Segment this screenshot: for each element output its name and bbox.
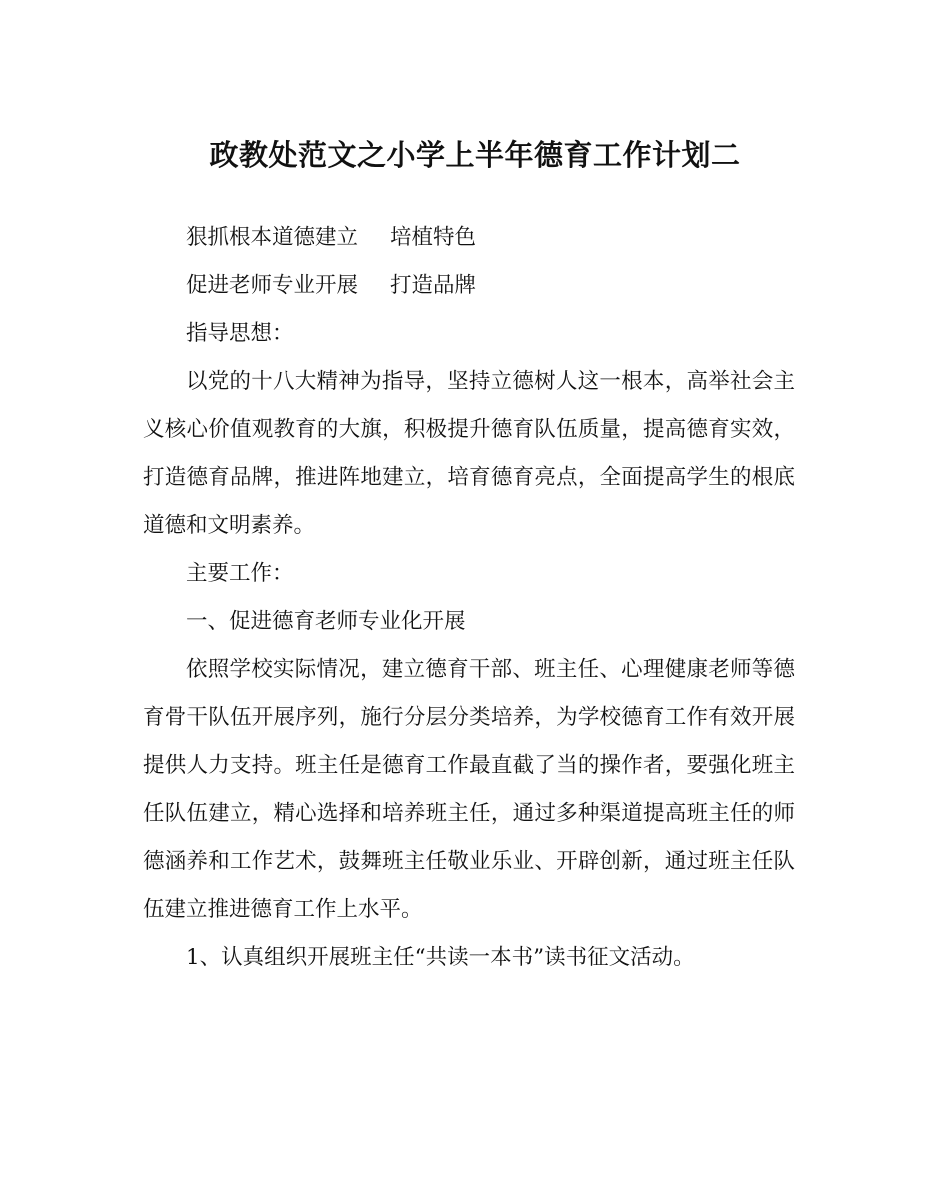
- document-body: [143, 214, 795, 982]
- section-one-line-5: 德涵养和工作艺术，鼓舞班主任敬业乐业、开辟创新，通过班主任队: [143, 849, 795, 874]
- section-one-line-1: 依照学校实际情况，建立德育干部、班主任、心理健康老师等德: [186, 657, 795, 682]
- motto-2-left: 促进老师专业开展: [186, 273, 359, 298]
- guiding-paragraph-line-3: 打造德育品牌，推进阵地建立，培育德育亮点，全面提高学生的根底: [143, 465, 795, 490]
- item-one: 1、认真组织开展班主任“共读一本书”读书征文活动。: [186, 945, 695, 970]
- motto-line-2: [143, 262, 795, 310]
- section-one-line-2: 育骨干队伍开展序列，施行分层分类培养，为学校德育工作有效开展: [143, 705, 795, 730]
- section-one-line-6: 伍建立推进德育工作上水平。: [143, 897, 423, 922]
- section-one-line-4: 任队伍建立，精心选择和培养班主任，通过多种渠道提高班主任的师: [143, 801, 795, 826]
- motto-1-left: 狠抓根本道德建立: [186, 225, 359, 250]
- document-title: 政教处范文之小学上半年德育工作计划二: [209, 138, 741, 172]
- motto-1-right: 培植特色: [390, 225, 477, 250]
- guiding-paragraph-line-2: 义核心价值观教育的大旗，积极提升德育队伍质量，提高德育实效，: [143, 417, 795, 442]
- main-work-heading: 主要工作：: [186, 561, 294, 586]
- guiding-heading: 指导思想：: [186, 321, 294, 346]
- guiding-paragraph-line-1: 以党的十八大精神为指导，坚持立德树人这一根本，高举社会主: [186, 369, 795, 394]
- motto-2-right: 打造品牌: [390, 273, 477, 298]
- motto-line-1: [143, 214, 795, 262]
- section-one-heading: 一、促进德育老师专业化开展: [186, 609, 466, 634]
- guiding-paragraph-line-4: 道德和文明素养。: [143, 513, 316, 538]
- section-one-line-3: 提供人力支持。班主任是德育工作最直截了当的操作者，要强化班主: [143, 753, 795, 778]
